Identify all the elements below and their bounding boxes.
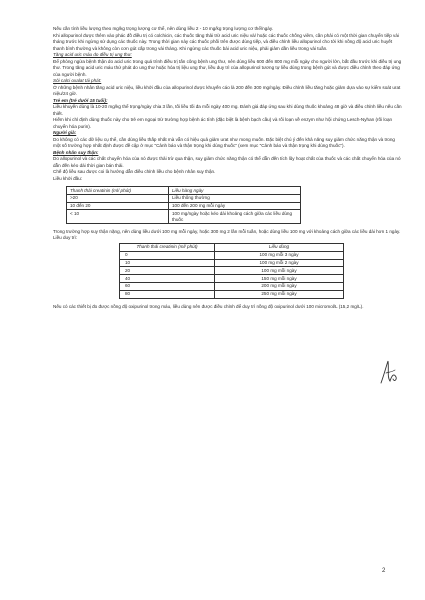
table-row — [120, 259, 344, 267]
paragraph: Khi allopurinol được thêm vào phác đồ điều trị có colchicin, các thuốc tăng thải trừ acid uric niệu và/ hoặc các thuốc chống viêm, cần phải có một thời gian chuyển tiếp vài tháng trước khi ngừng sử dụng các thuốc này. Trong thời gian này các thuốc phối trên được dùng tiếp, và điều chỉnh liều allopurinol cho tới khi nồng độ acid uric huyết thanh bình thường và không còn cơn gút cấp trong vài tháng. Khi ngừng các thuốc bài acid uric niệu, phải giảm dần liều trong vài tuần. — [53, 32, 399, 51]
table-header-cell: Liều dùng — [215, 243, 344, 251]
table-row — [120, 275, 344, 283]
table-cell: >20 — [67, 194, 169, 202]
table-header-cell: Thanh thải creatinin (ml/ phút) — [120, 243, 215, 251]
paragraph: Chế độ liều sau được coi là hướng dẫn điều chỉnh liều cho bệnh nhân suy thận. — [53, 169, 216, 174]
paragraph: Trẻ em (trẻ dưới 15 tuổi): — [53, 97, 108, 103]
paragraph: Do allopurinol và các chất chuyển hóa của nó được thải trừ qua thận, suy giảm chức năng thận có thể dẫn đến tích lũy hoạt chất của thuốc và các chất chuyển hóa của nó dẫn đến kéo dài thời gian bán thải. — [53, 156, 401, 168]
paragraph: Liều duy trì: — [53, 235, 78, 241]
paragraph: Liều khởi đầu: — [53, 175, 83, 181]
severe-renal-section — [53, 229, 403, 242]
table-row — [67, 210, 301, 224]
paragraph: Để phòng ngừa bệnh thận do acid uric trong quá trình điều trị tấn công bệnh ung thư, nên dùng liều 600 đến 800 mg mỗi ngày cho người lớn, bắt đầu trước khi điều trị ung thư. Trong tăng acid uric máu thứ phát do ung thư hoặc hóa trị liệu ung thư, liều duy trì của allopurinol tương tự liều dùng trong bệnh gút và được điều chỉnh theo đáp ứng của người bệnh. — [53, 58, 402, 77]
table-cell: 200 mg mỗi ngày — [215, 282, 344, 290]
table-cell: 100 mg mỗi 2 ngày — [215, 259, 344, 267]
paragraph: Sỏi calci oxalat tái phát: — [53, 78, 102, 83]
paragraph: Liều khuyến dùng là 10-20 mg/kg thể trọng/ngày chia 3 lần, tối liều tối đa mỗi ngày 400 mg. Đánh giá đáp ứng sau khi dùng thuốc khoảng 48 giờ và điều chỉnh liều nếu cần thiết. — [53, 104, 402, 116]
table-cell: Liều thông thường — [169, 194, 301, 202]
table-cell: 250 mg mỗi ngày — [215, 290, 344, 298]
paragraph: Hiếm khi chỉ định dùng thuốc này cho trẻ em ngoại trừ trường hợp bệnh ác tính (đặc biệt là bệnh bạch cầu) và rối loạn về enzym như hội chứng Lesch-Nyhan (rối loạn chuyển hóa purin). — [53, 117, 393, 129]
paragraph: Tăng acid uric máu do điều trị ung thư: — [53, 52, 132, 57]
paragraph: Trong trường hợp suy thận nặng, nên dùng liều dưới 100 mg mỗi ngày, hoặc 300 mg 2 lần mỗi tuần, hoặc dùng liều 100 mg với khoảng cách giữa các liều dài hơn 1 ngày. — [53, 228, 401, 234]
table-cell: 10 — [120, 259, 215, 267]
table-row — [120, 267, 344, 275]
oxipurinol-section — [53, 304, 403, 311]
table-cell: 100 mg/ngày hoặc kéo dài khoảng cách giữa các liều dùng thuốc — [169, 210, 301, 224]
table-cell: 0 — [120, 251, 215, 259]
table-row — [120, 290, 344, 298]
table-header-row — [67, 187, 301, 195]
maintenance-dose-table — [119, 243, 344, 299]
table-row — [120, 251, 344, 259]
table-header-row — [120, 243, 344, 251]
table-cell: 40 — [120, 275, 215, 283]
paragraph: Nếu cần tính liều lượng theo mg/kg trọng lượng cơ thể, nên dùng liều 2 - 10 mg/kg trọng lượng cơ thể/ngày. — [53, 26, 274, 31]
table-row — [67, 194, 301, 202]
table-cell: 100 đến 200 mg mỗi ngày — [169, 202, 301, 210]
dosage-section — [53, 26, 403, 182]
table-cell: 80 — [120, 290, 215, 298]
table-cell: < 10 — [67, 210, 169, 224]
table-cell: 150 mg mỗi ngày — [215, 275, 344, 283]
paragraph: Bệnh nhân suy thận: — [53, 149, 99, 155]
document-page — [53, 26, 403, 310]
table-cell: 100 mg mỗi ngày — [215, 267, 344, 275]
table-header-cell: Liều hàng ngày — [169, 187, 301, 195]
table-cell: 20 — [120, 267, 215, 275]
paragraph: Người già: — [53, 130, 77, 135]
handwritten-signature — [377, 355, 401, 389]
table-row — [67, 202, 301, 210]
paragraph: Nếu có các thiết bị đo được nồng độ oxipurinol trong máu, liều dùng nên được điều chỉnh để duy trì nồng độ oxipurinol dưới 100 micromol/L (15,2 mg/L). — [53, 303, 364, 309]
table-cell: 100 mg mỗi 3 ngày — [215, 251, 344, 259]
paragraph: Ở những bệnh nhân tăng acid uric niệu, liều khởi đầu của allopurinol được khuyến cáo là 200 đến 300 mg/ngày. Điều chỉnh liều tăng hoặc giảm dựa vào sự kiểm soát urat niệu/24 giờ. — [53, 84, 401, 96]
table-row — [120, 282, 344, 290]
table-header-cell: Thanh thải creatinin (ml/ phút) — [67, 187, 169, 195]
initial-dose-table — [66, 186, 301, 224]
table-cell: 10 đến 20 — [67, 202, 169, 210]
table-cell: 60 — [120, 282, 215, 290]
page-number: 2 — [382, 568, 386, 574]
paragraph: Do không có các dữ liệu cụ thể, cần dùng liều thấp nhất mà vẫn có hiệu quả giảm urat như mong muốn. Đặc biệt chú ý đến khả năng suy giảm chức năng thận và trong một số trường hợp nhất định được đề cập ở mục "Cảnh báo và thận trọng khi dùng thuốc" (xem mục "Cảnh báo và thận trọng khi dùng thuốc"). — [53, 136, 395, 148]
